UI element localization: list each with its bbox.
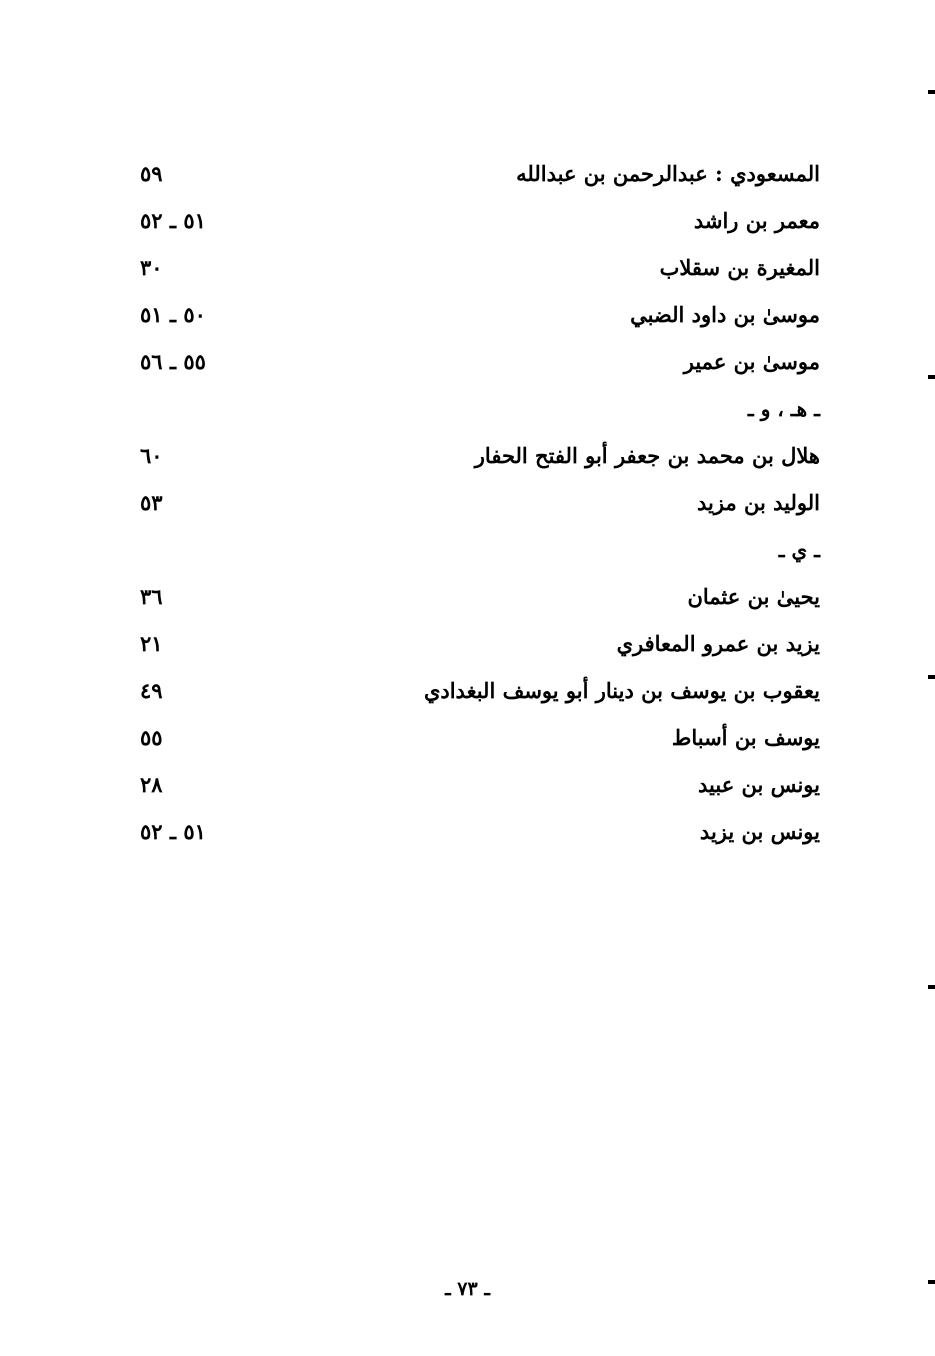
index-entry <box>140 479 820 526</box>
index-entry <box>140 244 820 291</box>
entry-name: موسىٰ بن داود الضبي <box>630 302 820 327</box>
entry-name: يعقوب بن يوسف بن دينار أبو يوسف البغدادي <box>423 678 820 703</box>
index-entry <box>140 714 820 761</box>
index-entry <box>140 620 820 667</box>
entry-pages: ٦٠ <box>140 443 163 468</box>
entry-name: المغيرة بن سقلاب <box>659 255 820 280</box>
index-entry <box>140 573 820 620</box>
entry-name: يزيد بن عمرو المعافري <box>616 631 820 656</box>
entry-pages: ٢٨ <box>140 772 163 797</box>
entry-name: هلال بن محمد بن جعفر أبو الفتح الحفار <box>474 443 820 468</box>
index-entry <box>140 197 820 244</box>
edge-tick-mark <box>928 985 935 989</box>
entry-name: يحيىٰ بن عثمان <box>687 584 820 609</box>
entry-name: يونس بن يزيد <box>699 819 820 844</box>
entry-pages: ٥١ ـ ٥٢ <box>140 208 206 233</box>
section-title: ـ ي ـ <box>778 537 820 562</box>
entry-pages: ٥٥ ـ ٥٦ <box>140 349 206 374</box>
entry-name: معمر بن راشد <box>693 208 820 233</box>
index-entry <box>140 761 820 808</box>
entry-pages: ٥٣ <box>140 490 163 515</box>
index-entry <box>140 432 820 479</box>
page-number: ـ ٧٣ ـ <box>445 1278 490 1300</box>
entry-name: يونس بن عبيد <box>698 772 820 797</box>
entry-pages: ٤٩ <box>140 678 163 703</box>
edge-tick-mark <box>928 1280 935 1284</box>
section-heading <box>140 526 820 573</box>
index-entry <box>140 338 820 385</box>
entry-pages: ٢١ <box>140 631 163 656</box>
edge-tick-mark <box>928 90 935 94</box>
entry-name: الوليد بن مزيد <box>697 490 820 515</box>
entry-pages: ٥٩ <box>140 161 163 186</box>
entry-pages: ٥٥ <box>140 725 163 750</box>
edge-tick-mark <box>928 675 935 679</box>
entry-name: موسىٰ بن عمير <box>683 349 820 374</box>
index-list <box>140 150 820 855</box>
entry-pages: ٥٠ ـ ٥١ <box>140 302 206 327</box>
entry-name: المسعودي : عبدالرحمن بن عبدالله <box>516 161 820 186</box>
section-title: ـ هـ ، و ـ <box>747 396 820 421</box>
index-entry <box>140 808 820 855</box>
index-entry <box>140 667 820 714</box>
entry-pages: ٣٦ <box>140 584 163 609</box>
entry-pages: ٥١ ـ ٥٢ <box>140 819 206 844</box>
entry-pages: ٣٠ <box>140 255 163 280</box>
index-entry <box>140 291 820 338</box>
index-entry <box>140 150 820 197</box>
section-heading <box>140 385 820 432</box>
edge-tick-mark <box>928 375 935 379</box>
entry-name: يوسف بن أسباط <box>671 725 820 750</box>
